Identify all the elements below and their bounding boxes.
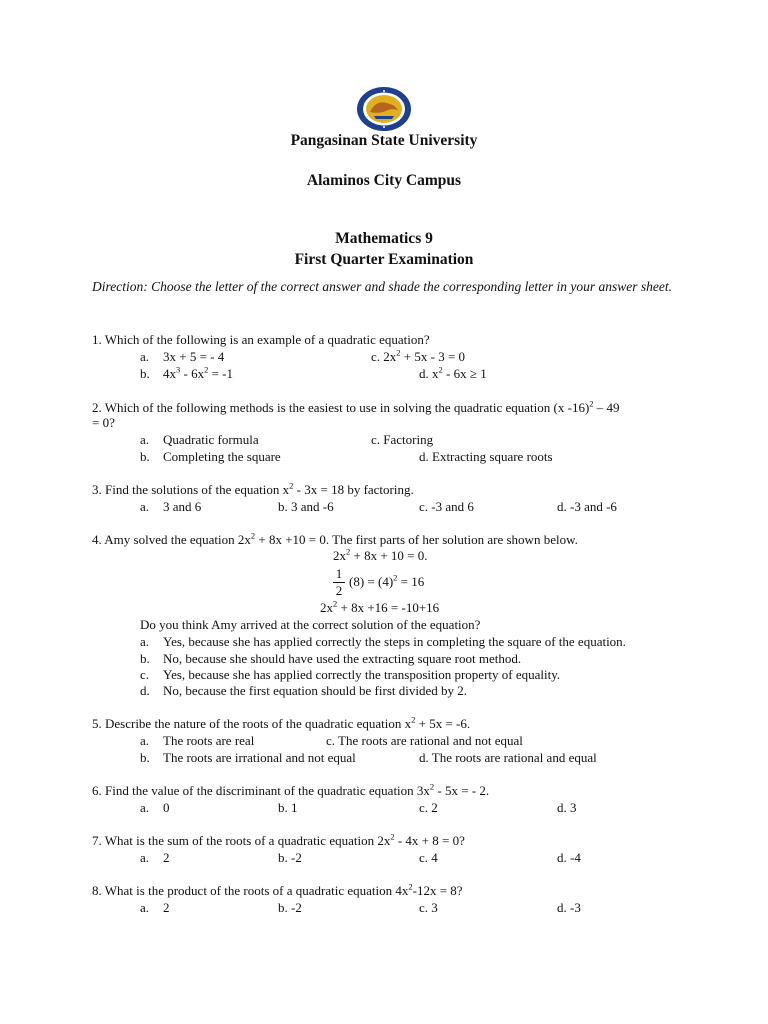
direction-text: Direction: Choose the letter of the correct answer and shade the corresponding letter in your answer sheet.: [92, 279, 673, 294]
question-6: 6. Find the value of the discriminant of the quadratic equation $3x^2 - 5x$ = - 2.: [92, 781, 490, 798]
q4-option-c: c. Yes, because she has applied correctly the transposition property of equality.: [140, 667, 561, 682]
q7-option-b: b. -2: [278, 850, 302, 865]
q4-option-d: d. No, because the first equation should be first divided by 2.: [140, 683, 467, 698]
university-seal-icon: [356, 86, 412, 132]
q5-option-c: c. The roots are rational and not equal: [326, 733, 523, 748]
q5-option-a: a. The roots are real: [140, 733, 255, 748]
q6-option-a: a. 0: [140, 800, 170, 815]
q3-option-d: d. -3 and -6: [557, 499, 617, 514]
q1-option-d: d. $x^2 - 6x \ge 1$: [419, 364, 487, 381]
q8-option-c: c. 3: [419, 900, 438, 915]
q2-option-c: c. Factoring: [371, 432, 434, 447]
q6-option-d: d. 3: [557, 800, 577, 815]
q8-option-d: d. -3: [557, 900, 581, 915]
q4-prompt: Do you think Amy arrived at the correct solution of the equation?: [140, 617, 481, 632]
q8-option-a: a. 2: [140, 900, 170, 915]
q4-fraction: 1 2: [333, 567, 345, 598]
question-5: 5. Describe the nature of the roots of the quadratic equation $x^2 + 5x = -6$.: [92, 714, 471, 731]
q4-step-1: $2x^2 + 8x + 10 = 0$.: [333, 546, 428, 563]
q3-option-b: b. 3 and -6: [278, 499, 334, 514]
q7-option-d: d. -4: [557, 850, 581, 865]
q1-option-c: c. $2x^2 + 5x - 3 = 0$: [371, 347, 466, 364]
university-name: Pangasinan State University: [290, 132, 478, 149]
q5-option-d: d. The roots are rational and equal: [419, 750, 597, 765]
question-8: 8. What is the product of the roots of a quadratic equation $4x^2-12x = 8$?: [92, 881, 463, 898]
exam-title: First Quarter Examination: [294, 251, 474, 268]
q3-option-a: a. 3 and 6: [140, 499, 202, 514]
question-3: 3. Find the solutions of the equation $x^2 - 3x = 18$ by factoring.: [92, 480, 414, 497]
q2-option-d: d. Extracting square roots: [419, 449, 553, 464]
q5-option-b: b. The roots are irrational and not equal: [140, 750, 356, 765]
q3-option-c: c. -3 and 6: [419, 499, 474, 514]
q7-option-a: a. 2: [140, 850, 170, 865]
question-4: 4. Amy solved the equation $2x^2 + 8x +10 = 0$. The first parts of her solution are shown below.: [92, 530, 578, 547]
q4-option-b: b. No, because she should have used the extracting square root method.: [140, 651, 522, 666]
q7-option-c: c. 4: [419, 850, 438, 865]
question-2-continued: = 0?: [92, 415, 115, 430]
question-2: 2. Which of the following methods is the easiest to use in solving the quadratic equation (x -16)$^2$ – 49: [92, 398, 620, 415]
subject-title: Mathematics 9: [335, 230, 433, 247]
question-1: 1. Which of the following is an example of a quadratic equation?: [92, 332, 430, 347]
q4-step-3: $2x^2 + 8x +16 = -10+16$: [320, 598, 440, 615]
q8-option-b: b. -2: [278, 900, 302, 915]
q6-option-c: c. 2: [419, 800, 438, 815]
question-7: 7. What is the sum of the roots of a quadratic equation $2x^2 - 4x + 8 = 0$?: [92, 831, 465, 848]
campus-name: Alaminos City Campus: [306, 172, 462, 189]
q1-option-b: b. $4x^3 - 6x^2 = -1$: [140, 364, 234, 381]
q4-step-2: $(8) = (4)^2 = 16$: [349, 572, 425, 589]
q6-option-b: b. 1: [278, 800, 298, 815]
q4-option-a: a. Yes, because she has applied correctly the steps in completing the square of the equation.: [140, 634, 626, 649]
q2-option-b: b. Completing the square: [140, 449, 281, 464]
q1-option-a: a. 3x + 5 = - 4: [140, 349, 225, 364]
q2-option-a: a. Quadratic formula: [140, 432, 259, 447]
